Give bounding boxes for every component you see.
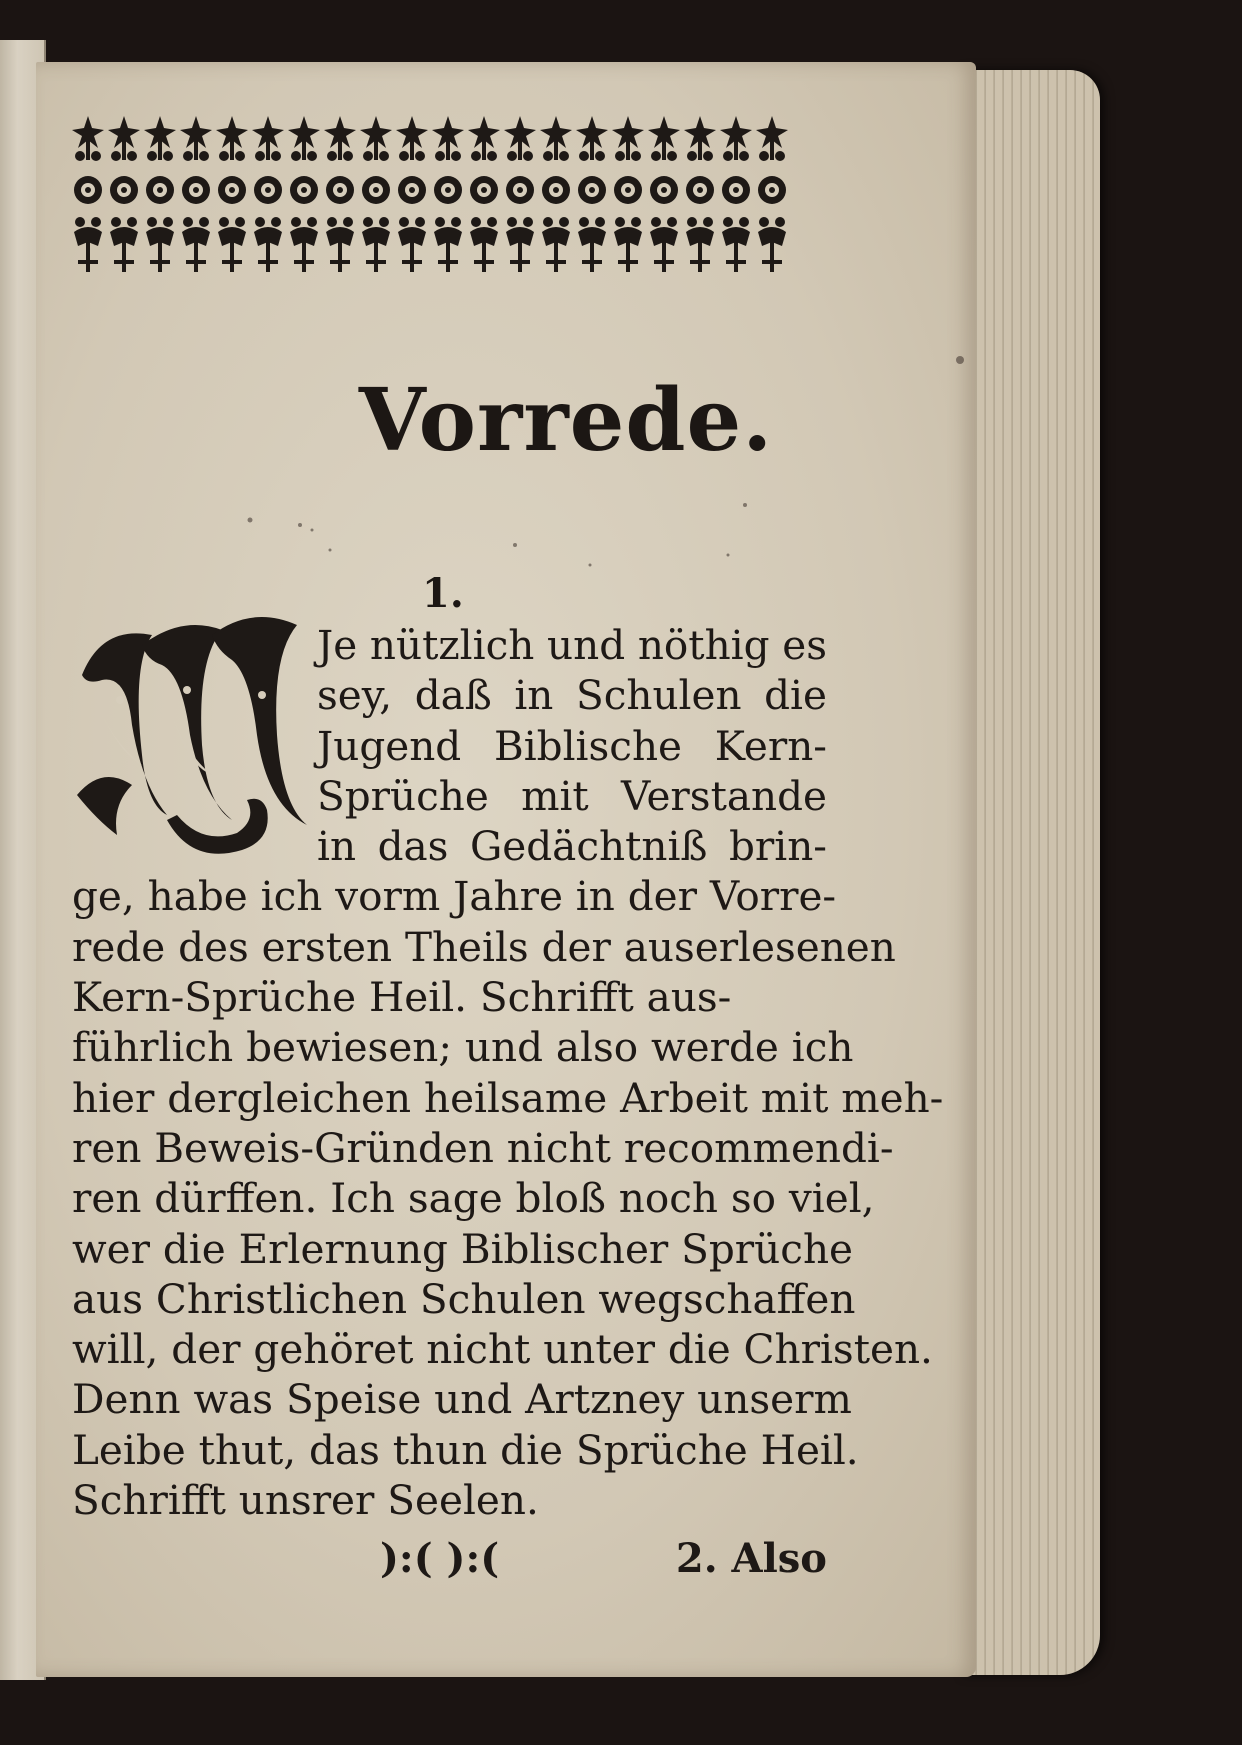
page-footer — [72, 1535, 827, 1595]
text-line: Kern-Sprüche Heil. Schrifft aus- — [72, 973, 732, 1022]
text-line: sey, daß in Schulen die — [317, 671, 827, 720]
page-title: Vorrede. — [358, 370, 774, 471]
page-edges-stack — [960, 70, 1100, 1675]
text-line: Denn was Speise und Artzney unserm — [72, 1375, 852, 1424]
text-line: will, der gehöret nicht unter die Christen. — [72, 1325, 933, 1374]
text-line: Schrifft unsrer Seelen. — [72, 1476, 539, 1525]
text-line: ren Beweis-Gründen nicht recommendi- — [72, 1123, 894, 1172]
text-line: ge, habe ich vorm Jahre in der Vorre- — [72, 872, 837, 921]
initial-letter: W — [192, 852, 203, 863]
ornament-row-bottom — [74, 217, 786, 272]
text-line: Jugend Biblische Kern- — [317, 721, 827, 770]
ornamental-border — [70, 110, 820, 300]
ornament-row-middle — [74, 176, 786, 204]
text-line: ren dürffen. Ich sage bloß noch so viel, — [72, 1174, 875, 1223]
catchword: 2. Also — [675, 1535, 827, 1582]
text-line: aus Christlichen Schulen wegschaffen — [72, 1274, 856, 1323]
text-line: rede des ersten Theils der auserlesenen — [72, 922, 896, 971]
section-number: 1. — [422, 570, 464, 617]
text-line: Leibe thut, das thun die Sprüche Heil. — [72, 1425, 859, 1474]
ornament-row-top — [72, 116, 788, 161]
text-line: in das Gedächtniß brin- — [317, 822, 827, 871]
text-line: führlich bewiesen; und also werde ich — [72, 1023, 854, 1072]
text-line: Je nützlich und nöthig es — [317, 621, 827, 669]
signature-mark: ):( ):( — [380, 1535, 500, 1582]
text-line: Sprüche mit Verstande — [317, 771, 827, 820]
body-text — [72, 620, 944, 1525]
text-line: hier dergleichen heilsame Arbeit mit meh- — [72, 1073, 944, 1122]
text-line: wer die Erlernung Biblischer Sprüche — [72, 1224, 853, 1273]
